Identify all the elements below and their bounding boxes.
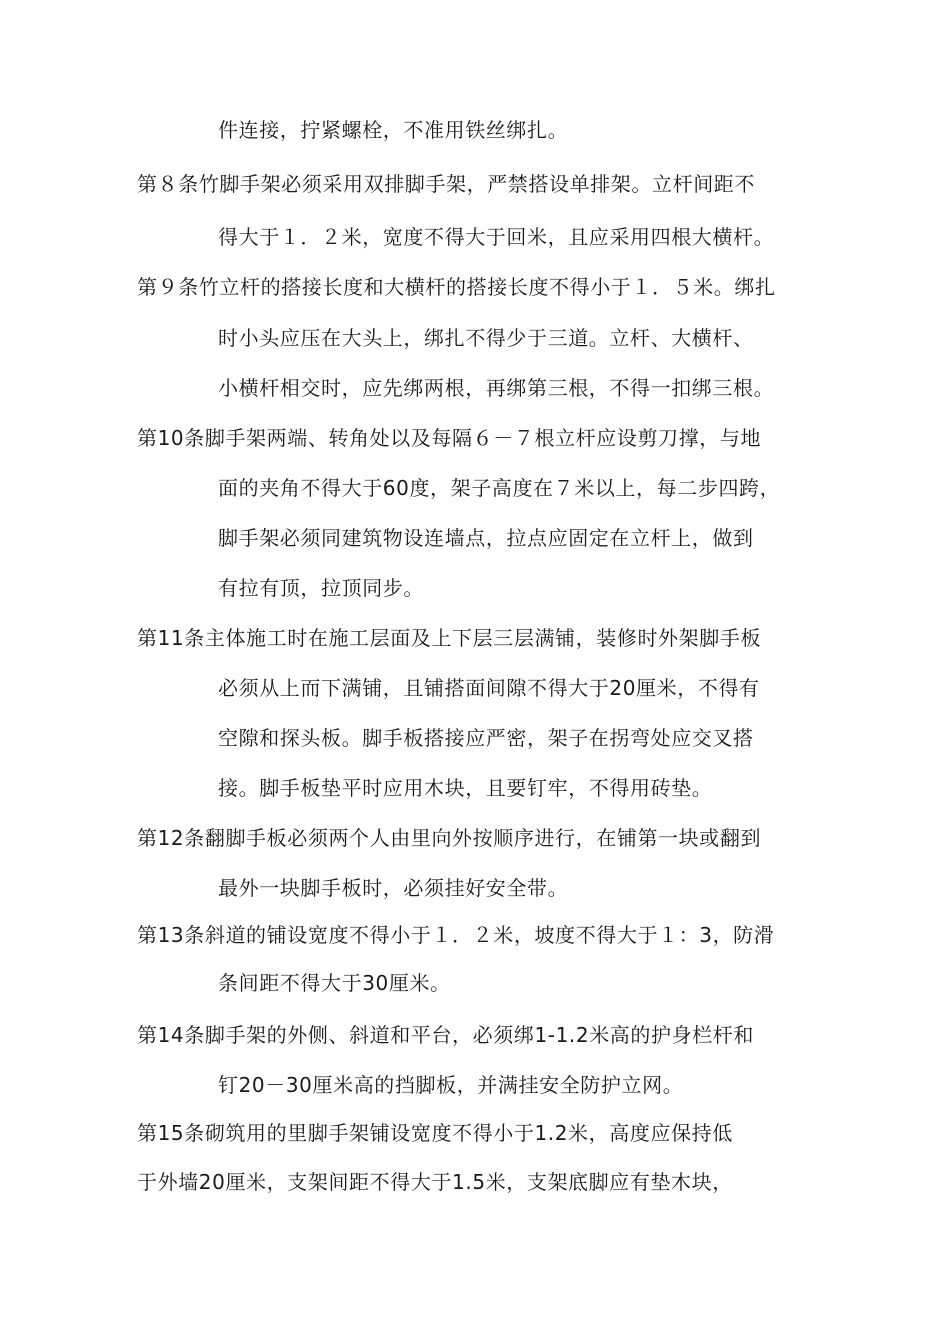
text-line: 脚手架必须同建筑物设连墙点，拉点应固定在立杆上，做到	[218, 526, 754, 550]
text-line: 接。脚手板垫平时应用木块，且要钉牢，不得用砖垫。	[218, 776, 713, 800]
text-line: 空隙和探头板。脚手板搭接应严密，架子在拐弯处应交叉搭	[218, 726, 754, 750]
text-line: 面的夹角不得大于60度，架子高度在７米以上，每二步四跨，	[218, 476, 781, 500]
text-line: 钉20－30厘米高的挡脚板，并满挂安全防护立网。	[218, 1073, 684, 1097]
text-line: 第８条竹脚手架必须采用双排脚手架，严禁搭设单排架。立杆间距不	[137, 172, 755, 196]
text-line: 第９条竹立杆的搭接长度和大横杆的搭接长度不得小于１．５米。绑扎	[137, 275, 776, 299]
text-line: 第12条翻脚手板必须两个人由里向外按顺序进行，在铺第一块或翻到	[137, 826, 762, 850]
text-line: 有拉有顶，拉顶同步。	[218, 576, 424, 600]
text-line: 第11条主体施工时在施工层面及上下层三层满铺，装修时外架脚手板	[137, 626, 762, 650]
text-line: 时小头应压在大头上，绑扎不得少于三道。立杆、大横杆、	[218, 326, 754, 350]
text-line: 第10条脚手架两端、转角处以及每隔６－７根立杆应设剪刀撑，与地	[137, 426, 762, 450]
text-line: 件连接，拧紧螺栓，不准用铁丝绑扎。	[218, 118, 569, 142]
text-line: 第15条砌筑用的里脚手架铺设宽度不得小于1.2米，高度应保持低	[137, 1121, 733, 1145]
text-line: 得大于１．２米，宽度不得大于回米，且应采用四根大横杆。	[218, 225, 775, 249]
text-line: 第13条斜道的铺设宽度不得小于１．２米，坡度不得大于１：3，防滑	[137, 923, 775, 947]
text-line: 最外一块脚手板时，必须挂好安全带。	[218, 876, 569, 900]
text-line: 必须从上而下满铺，且铺搭面间隙不得大于20厘米，不得有	[218, 676, 760, 700]
text-line: 条间距不得大于30厘米。	[218, 971, 451, 995]
text-line: 第14条脚手架的外侧、斜道和平台，必须绑1-1.2米高的护身栏杆和	[137, 1023, 754, 1047]
text-line: 于外墙20厘米，支架间距不得大于1.5米，支架底脚应有垫木块，	[137, 1170, 733, 1194]
text-line: 小横杆相交时，应先绑两根，再绑第三根，不得一扣绑三根。	[218, 376, 775, 400]
